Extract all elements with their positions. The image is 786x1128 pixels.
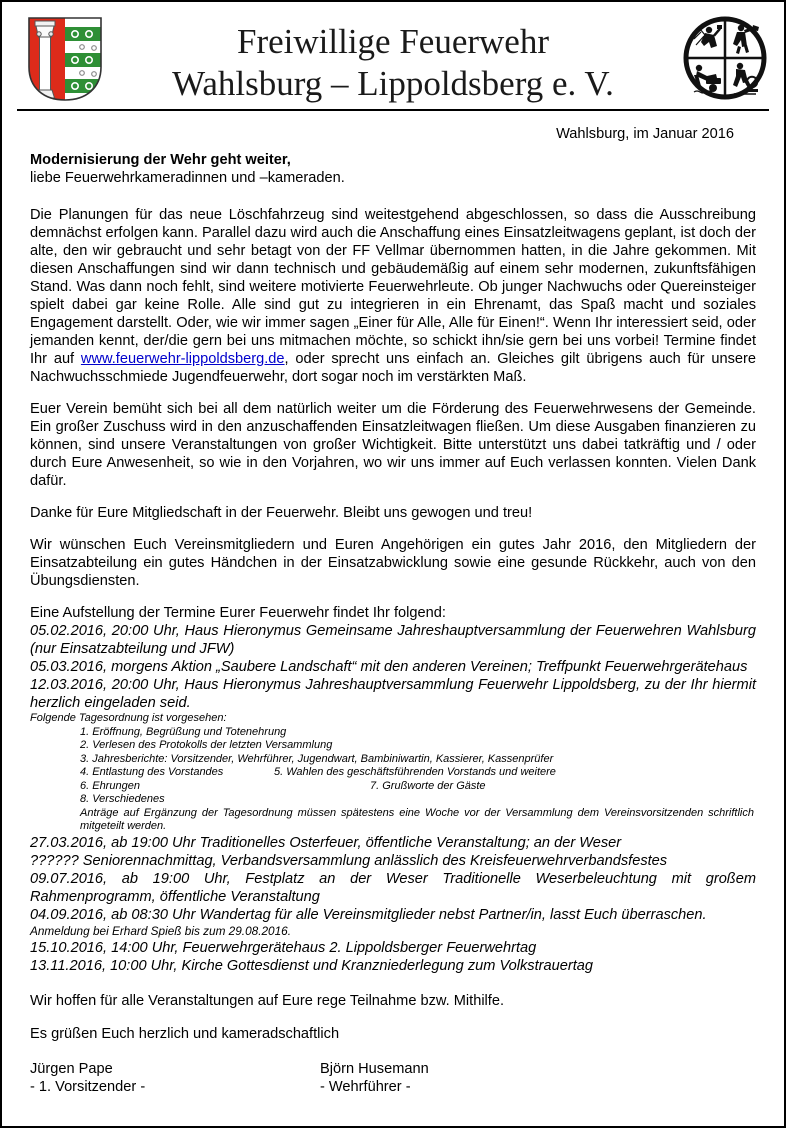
paragraph-wuensche: Wir wünschen Euch Vereinsmitgliedern und Euren Angehörigen ein gutes Jahr 2016, den Mitgliedern der Einsatzabteilung ein gutes Händchen in der Einsatzabwicklung sowie eine gesunde Rückkehr, auch von den Übungsdiensten.: [30, 537, 756, 589]
agenda-item-1: 1. Eröffnung, Begrüßung und Totenehrung: [80, 725, 287, 738]
schedule-intro: Eine Aufstellung der Termine Eurer Feuerwehr findet Ihr folgend:: [30, 605, 446, 621]
signature-wehrfuehrer: [320, 1060, 429, 1096]
event-feuerwehrtag: 15.10.2016, 14:00 Uhr, Feuerwehrgerätehaus 2. Lippoldsberger Feuerwehrtag: [30, 939, 537, 956]
event-volkstrauertag: 13.11.2016, 10:00 Uhr, Kirche Gottesdienst und Kranzniederlegung zum Volkstrauertag: [30, 957, 594, 974]
agenda-item-3: 3. Jahresberichte: Vorsitzender, Wehrführer, Jugendwart, Bambiniwartin, Kassierer, Kassenprüfer: [80, 752, 554, 765]
agenda-item-4: 4. Entlastung des Vorstandes: [80, 766, 224, 778]
letterhead: [2, 2, 784, 105]
event-saubere-landschaft: 05.03.2016, morgens Aktion „Saubere Landschaft“ mit den anderen Vereinen; Treffpunkt Feuerwehrgerätehaus: [30, 659, 748, 675]
paragraph-modernisierung: [30, 206, 756, 386]
subject-line: Modernisierung der Wehr geht weiter,: [30, 152, 291, 168]
paragraph-mitgliedschaft: Danke für Eure Mitgliedschaft in der Feuerwehr. Bleibt uns gewogen und treu!: [30, 505, 533, 521]
agenda-item-2: 2. Verlesen des Protokolls der letzten Versammlung: [80, 739, 333, 751]
signature-chairman: [30, 1060, 320, 1096]
signature-role: - Wehrführer -: [320, 1078, 411, 1095]
salutation-line: liebe Feuerwehrkameradinnen und –kameraden.: [30, 170, 345, 186]
event-jahreshauptversammlung-lippoldsberg: 12.03.2016, 20:00 Uhr, Haus Hieronymus Jahreshauptversammlung Feuerwehr Lippoldsberg, zu der Ihr hiermit herzlich eingeladen seid.: [30, 677, 756, 711]
event-wandertag: 04.09.2016, ab 08:30 Uhr Wandertag für alle Vereinsmitglieder nebst Partner/in, lasst Euch überraschen.: [30, 906, 707, 923]
org-title-line2: Wahlsburg – Lippoldsberg e. V.: [172, 64, 614, 103]
closing-greeting-line: Es grüßen Euch herzlich und kameradschaftlich: [30, 1025, 340, 1042]
signature-name: Jürgen Pape: [30, 1060, 113, 1077]
paragraph-verein: Euer Verein bemüht sich bei all dem natürlich weiter um die Förderung des Feuerwehrwesens der Gemeinde. Ein großer Zuschuss wird in den anzuschaffenden Einsatzleitwagen fließen. Um diese Ausgaben finanzieren zu können, sind unsere Veranstaltungen von großer Wichtigkeit. Bitte unterstützt uns dabei tatkräftig und / oder durch Eure Anwesenheit, so wie in den Vorjahren, wo wir uns immer auf Euch verlassen konnten. Vielen Dank dafür.: [30, 401, 756, 489]
paragraph-text: Die Planungen für das neue Löschfahrzeug sind weitestgehend abgeschlossen, so dass die Ausschreibung demnächst erfolgen kann. Parallel dazu wird auch die Anschaffung eines Einsatzleitwagens geplant, ist doch der alte, den wir gebraucht und sehr betagt von der FF Vellmar übernommen hatten, in die Jahre gekommen. Mit diesen Anschaffungen sind wir dann technisch und gebäudemäßig auf einem sehr modernen, zukunftsfähigen Stand. Was dann noch fehlt, sind weitere motivierte Feuerwehrleute. Ob junger Nachwuchs oder Quereinsteiger spielt dabei gar keine Rolle. Alle sind gut zu integrieren in ein Ehrenamt, das Spaß macht und soziales Engagement darstellt. Oder, wie wir immer sagen „Einer für Alle, Alle für Einen!“. Wenn Ihr interessiert seid, oder jemanden kennt, der/die gern bei uns mitmachen möchte, so schickt ihn/sie gern bei uns vorbei! Termine findet Ihr auf: [30, 207, 756, 367]
agenda-item-7: 7. Grußworte der Gäste: [370, 779, 486, 792]
agenda-row-4-5: [80, 766, 756, 780]
agenda-intro: Folgende Tagesordnung ist vorgesehen:: [30, 712, 227, 724]
agenda-item-8: 8. Verschiedenes: [80, 793, 165, 805]
closing-hope-line: Wir hoffen für alle Veranstaltungen auf Eure rege Teilnahme bzw. Mithilfe.: [30, 992, 505, 1009]
org-title-line1: Freiwillige Feuerwehr: [237, 22, 549, 61]
signature-block: [30, 1060, 756, 1096]
letter-body: [2, 111, 784, 1096]
agenda-item-5: 5. Wahlen des geschäftsführenden Vorstands und weitere: [274, 766, 556, 778]
event-weserbeleuchtung: 09.07.2016, ab 19:00 Uhr, Festplatz an der Weser Traditionelle Weserbeleuchtung mit großem Rahmenprogramm, öffentliche Veranstaltung: [30, 870, 756, 905]
agenda-item-6: 6. Ehrungen: [80, 779, 140, 792]
org-title: [104, 15, 682, 105]
event-seniorennachmittag: ?????? Seniorennachmittag, Verbandsversammlung anlässlich des Kreisfeuerwehrverbandsfestes: [30, 852, 668, 869]
signature-role: - 1. Vorsitzender -: [30, 1078, 146, 1095]
agenda-row-6-7: [80, 780, 756, 794]
website-link[interactable]: www.feuerwehr-lippoldsberg.de: [80, 351, 285, 367]
paragraph-text: , oder sprecht uns einfach an. Gleiches gilt übrigens auch für unsere Nachwuchsschmiede Jugendfeuerwehr, dort sogar noch im verstärkten Maß.: [30, 351, 756, 385]
event-osterfeuer: 27.03.2016, ab 19:00 Uhr Traditionelles Osterfeuer, öffentliche Veranstaltung; an der Weser: [30, 834, 622, 851]
event-wandertag-note: Anmeldung bei Erhard Spieß bis zum 29.08.2016.: [30, 923, 292, 938]
agenda-block: [30, 712, 756, 834]
wahlsburg-coat-of-arms-icon: [26, 15, 104, 103]
date-line: Wahlsburg, im Januar 2016: [556, 126, 734, 142]
signature-name: Björn Husemann: [320, 1060, 429, 1077]
event-jahreshauptversammlung-gemeinsam: 05.02.2016, 20:00 Uhr, Haus Hieronymus Gemeinsame Jahreshauptversammlung der Feuerwehren Wahlsburg (nur Einsatzabteilung und JFW): [30, 623, 756, 657]
firefighter-emblem-icon: [682, 15, 768, 101]
agenda-note: Anträge auf Ergänzung der Tagesordnung müssen spätestens eine Woche vor der Versammlung dem Vereinsvorsitzenden schriftlich mitgeteilt werden.: [80, 806, 754, 832]
